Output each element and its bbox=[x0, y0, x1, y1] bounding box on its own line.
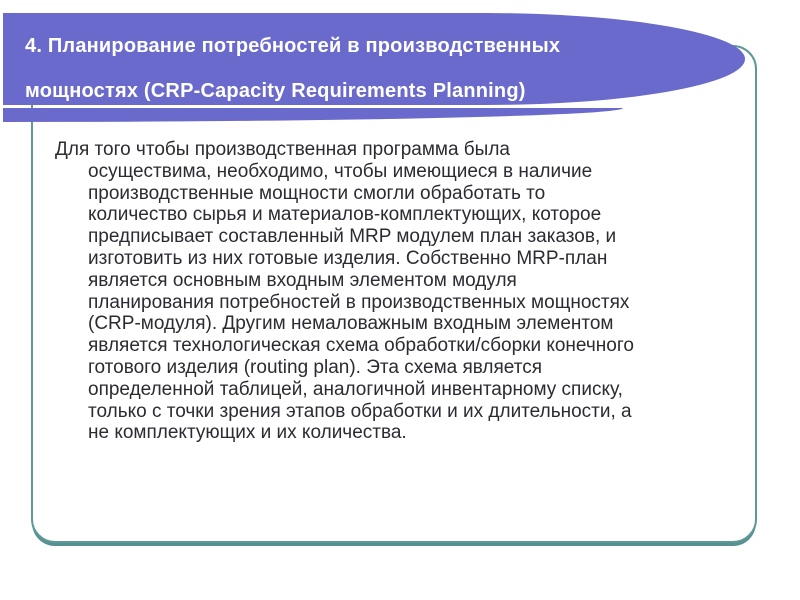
body-text-line: предписывает составленный MRP модулем план заказов, и bbox=[88, 226, 617, 248]
body-text-line: количество сырья и материалов-комплектующих, которое bbox=[88, 204, 602, 226]
body-text-line: определенной таблицей, аналогичной инвентарному списку, bbox=[88, 378, 623, 400]
body-text-line: только с точки зрения этапов обработки и их длительности, а bbox=[88, 400, 632, 422]
body-text-line: планирования потребностей в производственных мощностях bbox=[88, 291, 630, 313]
slide-title bbox=[3, 13, 745, 114]
body-text-line: изготовить из них готовые изделия. Собственно MRP-план bbox=[88, 247, 608, 269]
slide-title-line-1: 4. Планирование потребностей в производственных bbox=[25, 35, 561, 57]
body-text-line: осуществима, необходимо, чтобы имеющиеся в наличие bbox=[88, 160, 593, 182]
slide-title-line-2: мощностях (CRP-Capacity Requirements Planning) bbox=[25, 80, 526, 102]
body-text-line: является технологическая схема обработки/сборки конечного bbox=[88, 335, 634, 357]
body-text bbox=[55, 139, 750, 444]
title-banner bbox=[3, 13, 745, 105]
body-text-line: не комплектующих и их количества. bbox=[88, 422, 407, 444]
body-text-line: является основным входным элементом модуля bbox=[88, 269, 517, 291]
body-text-line: производственные мощности смогли обработать то bbox=[88, 182, 546, 204]
body-text-line: готового изделия (routing plan). Эта схема является bbox=[88, 356, 543, 378]
body-text-line: Для того чтобы производственная программа была bbox=[55, 139, 510, 160]
body-text-line: (CRP-модуля). Другим немаловажным входным элементом bbox=[88, 313, 614, 335]
